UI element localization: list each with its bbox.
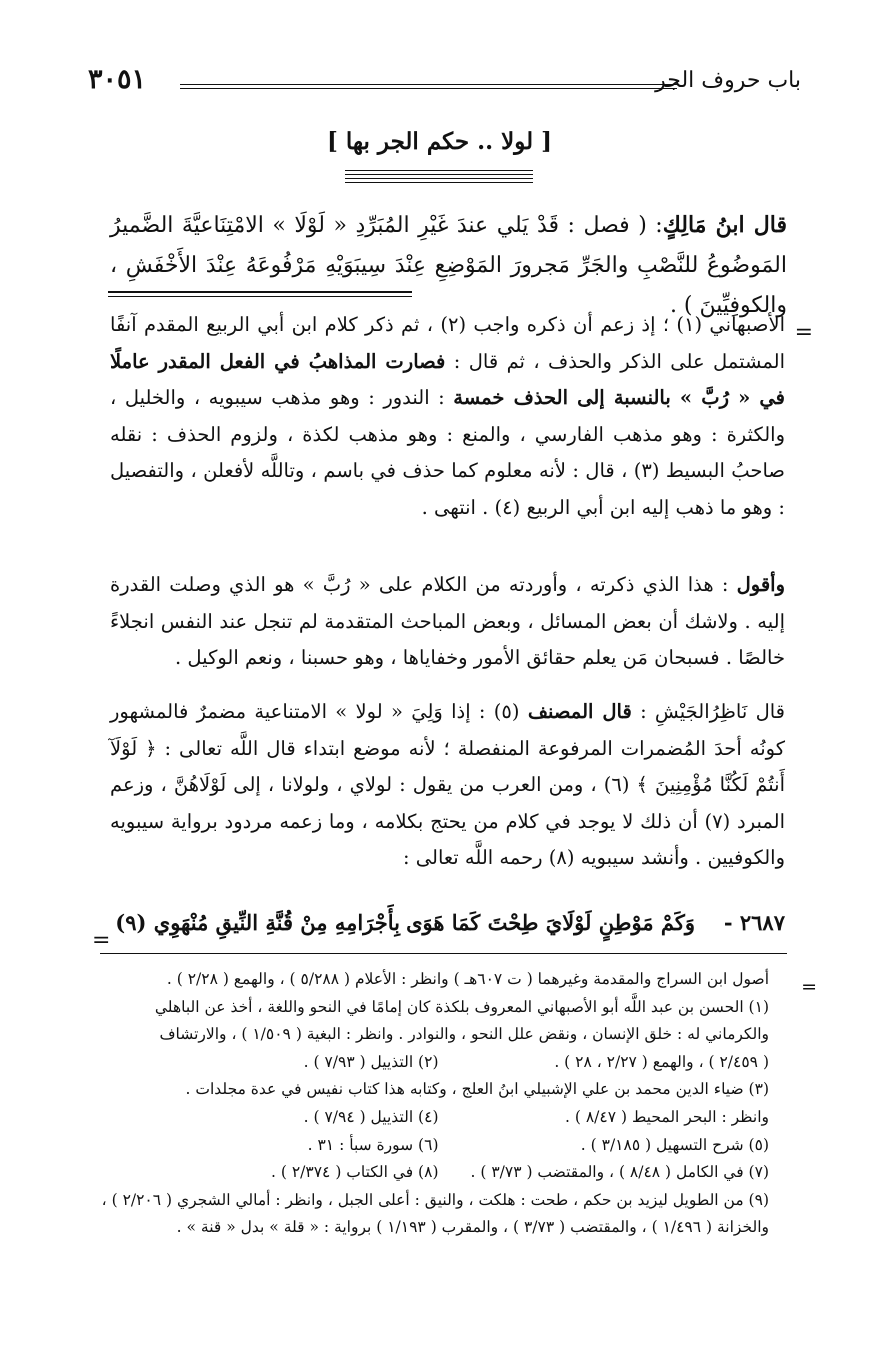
- paragraph-bold-text: فصارت المذاهبُ في الفعل المقدر عاملًا في « رُبَّ » بالنسبة إلى الحذف خمسة: [110, 349, 785, 409]
- paragraph-text: (٥) : إذا وَلِيَ « لولا » الامتناعية مضمرٌ فالمشهور كونُه أحدَ المُضمرات المرفوعة المنفصلة ؛ لأنه موضع ابتداء قال اللَّه تعالى : ﴿ لَوْلَآ أَنتُمْ لَكُنَّا مُؤْمِنِينَ ﴾ (٦) ، ومن العرب من يقول : لولاي ، ولولانا ، إلى لَوْلَاهُنَّ ، وزعم المبرد (٧) أن ذلك لا يوجد في كلام من يحتج بكلامه ، وما زعمه مردود برواية سيبويه والكوفيين . وأنشد سيبويه (٨) رحمه اللَّه تعالى :: [110, 700, 785, 869]
- text-divider: [108, 291, 412, 293]
- footnote-line: [108, 1049, 769, 1077]
- title-rule: [345, 182, 533, 183]
- alfiya-body: : ( فصل : قَدْ يَلي عندَ غَيْرِ المُبَرِّدِ « لَوْلَا » الامْتِنَاعيَّةَ الضَّميرُ المَوضُوعُ للنَّصْبِ والجَرِّ مَجرورَ المَوْضِعِ عِنْدَ سِيبَوَيْهِ مَرْفُوعَهُ عِنْدَ الأَخْفَشِ ، والكوفِيِّينَ ) .: [110, 213, 787, 318]
- footnote-entry: (٦) سورة سبأ : ٣١ .: [307, 1135, 439, 1154]
- footnote-entry: ( ٢/٤٥٩ ) ، والهمع ( ٢/٢٧ ، ٢٨ ) .: [554, 1052, 769, 1071]
- footnote-entry: (٥) شرح التسهيل ( ٣/١٨٥ ) .: [580, 1135, 769, 1154]
- footnote-entry: (٤) التذييل ( ٧/٩٤ ) .: [303, 1107, 439, 1126]
- paragraph-intro: قال نَاظِرُالجَيْشِ :: [631, 700, 786, 723]
- footnote-line: [108, 1132, 769, 1160]
- footnote-line: (١) الحسن بن عبد اللَّه أبو الأصبهاني المعروف بلكذة كان إمامًا في النحو واللغة ، أخذ عن الباهلي: [154, 997, 769, 1016]
- footnote-entry: (٨) في الكتاب ( ٢/٣٧٤ ) .: [271, 1163, 439, 1182]
- continuation-mark: =: [92, 928, 111, 953]
- verse-hemistich-2: بِأَجْرَامِهِ مِنْ قُنَّةِ النِّيقِ مُنْهَوِي (٩): [115, 910, 400, 935]
- paragraph-bold-text: قال المصنف: [527, 700, 632, 723]
- footnote-line: والخزانة ( ١/٤٩٦ ) ، والمقتضب ( ٣/٧٣ ) ، والمقرب ( ١/١٩٣ ) برواية : « قلة » بدل « قنة » .: [176, 1218, 769, 1237]
- paragraph-text: : هذا الذي ذكرته ، وأوردته من الكلام على « رُبَّ » هو الذي وصلت القدرة إليه . ولاشك أن بعض المسائل ، وبعض المباحث المتقدمة لم تنجل عند النفس انجلاءً خالصًا . فسبحان مَن يعلم حقائق الأمور وخفاياها ، وهو حسبنا ، ونعم الوكيل .: [110, 573, 785, 669]
- commentary-paragraph-1: [110, 307, 785, 526]
- text-divider: [108, 296, 412, 297]
- footnote-entry: (٢) التذييل ( ٧/٩٣ ) .: [303, 1052, 439, 1071]
- title-rule: [345, 170, 533, 171]
- footnote-line: [108, 1159, 769, 1187]
- header-rule: [180, 84, 677, 89]
- paragraph-text: الأصبهاني (١) ؛ إذ زعم أن ذكره واجب (٢) ، ثم ذكر كلام ابن أبي الربيع المقدم آنفًا المشتمل على الذكر والحذف ، ثم قال :: [110, 313, 785, 373]
- continuation-mark: =: [801, 976, 817, 998]
- section-title: [ لولا .. حكم الجر بها ]: [326, 128, 552, 155]
- footnote-entry: (٧) في الكامل ( ٨/٤٨ ) ، والمقتضب ( ٣/٧٣ ) .: [470, 1163, 769, 1182]
- footnote-line: [108, 1104, 769, 1132]
- footnote-line: والكرماني له : خلق الإنسان ، ونقض علل النحو ، والنوادر . وانظر : البغية ( ١/٥٠٩ ) ، والارتشاف: [159, 1025, 769, 1044]
- title-rule: [345, 178, 533, 179]
- footnote-line: (٩) من الطويل ليزيد بن حكم ، طحت : هلكت ، والنيق : أعلى الجبل ، وانظر : أمالي الشجري ( ٢/٢٠٦ ) ،: [101, 1190, 769, 1209]
- poetry-verse: [115, 904, 785, 944]
- verse-number: ٢٦٨٧ -: [723, 910, 785, 935]
- title-rule: [345, 174, 533, 175]
- paragraph-lead: وأقول: [736, 573, 785, 596]
- continuation-mark: =: [794, 320, 813, 345]
- running-header: [88, 62, 801, 102]
- alfiya-speaker: قال ابنُ مَالِكٍ: [662, 212, 787, 238]
- footnote-separator: [100, 953, 787, 954]
- verse-hemistich-1: وَكَمْ مَوْطِنٍ لَوْلَايَ طِحْتَ كَمَا هَوَى: [406, 910, 695, 935]
- footnote-entry: وانظر : البحر المحيط ( ٨/٤٧ ) .: [565, 1107, 769, 1126]
- footnotes: [101, 966, 769, 1242]
- footnote-line: أصول ابن السراج والمقدمة وغيرهما ( ت ٦٠٧هـ ) وانظر : الأعلام ( ٥/٢٨٨ ) ، والهمع ( ٢/٢٨ ) .: [166, 970, 769, 988]
- commentary-paragraph-3: [110, 694, 785, 877]
- footnote-line: (٣) ضياء الدين محمد بن علي الإشبيلي ابنُ العلج ، وكتابه هذا كتاب نفيس في عدة مجلدات .: [185, 1080, 769, 1099]
- page-number: ٣٠٥١: [88, 64, 147, 95]
- commentary-paragraph-2: [110, 567, 785, 677]
- chapter-title: باب حروف الجر: [655, 68, 801, 93]
- paragraph-text: : الندور : وهو مذهب سيبويه ، والخليل ، والكثرة : وهو مذهب الفارسي ، والمنع : وهو مذهب لكذة ، ولزوم الحذف : نقله صاحبُ البسيط (٣) ، قال : لأنه معلوم كما حذف في باسم ، وتاللَّه لأفعلن ، والتفصيل : وهو ما ذهب إليه ابن أبي الربيع (٤) . انتهى .: [110, 386, 785, 519]
